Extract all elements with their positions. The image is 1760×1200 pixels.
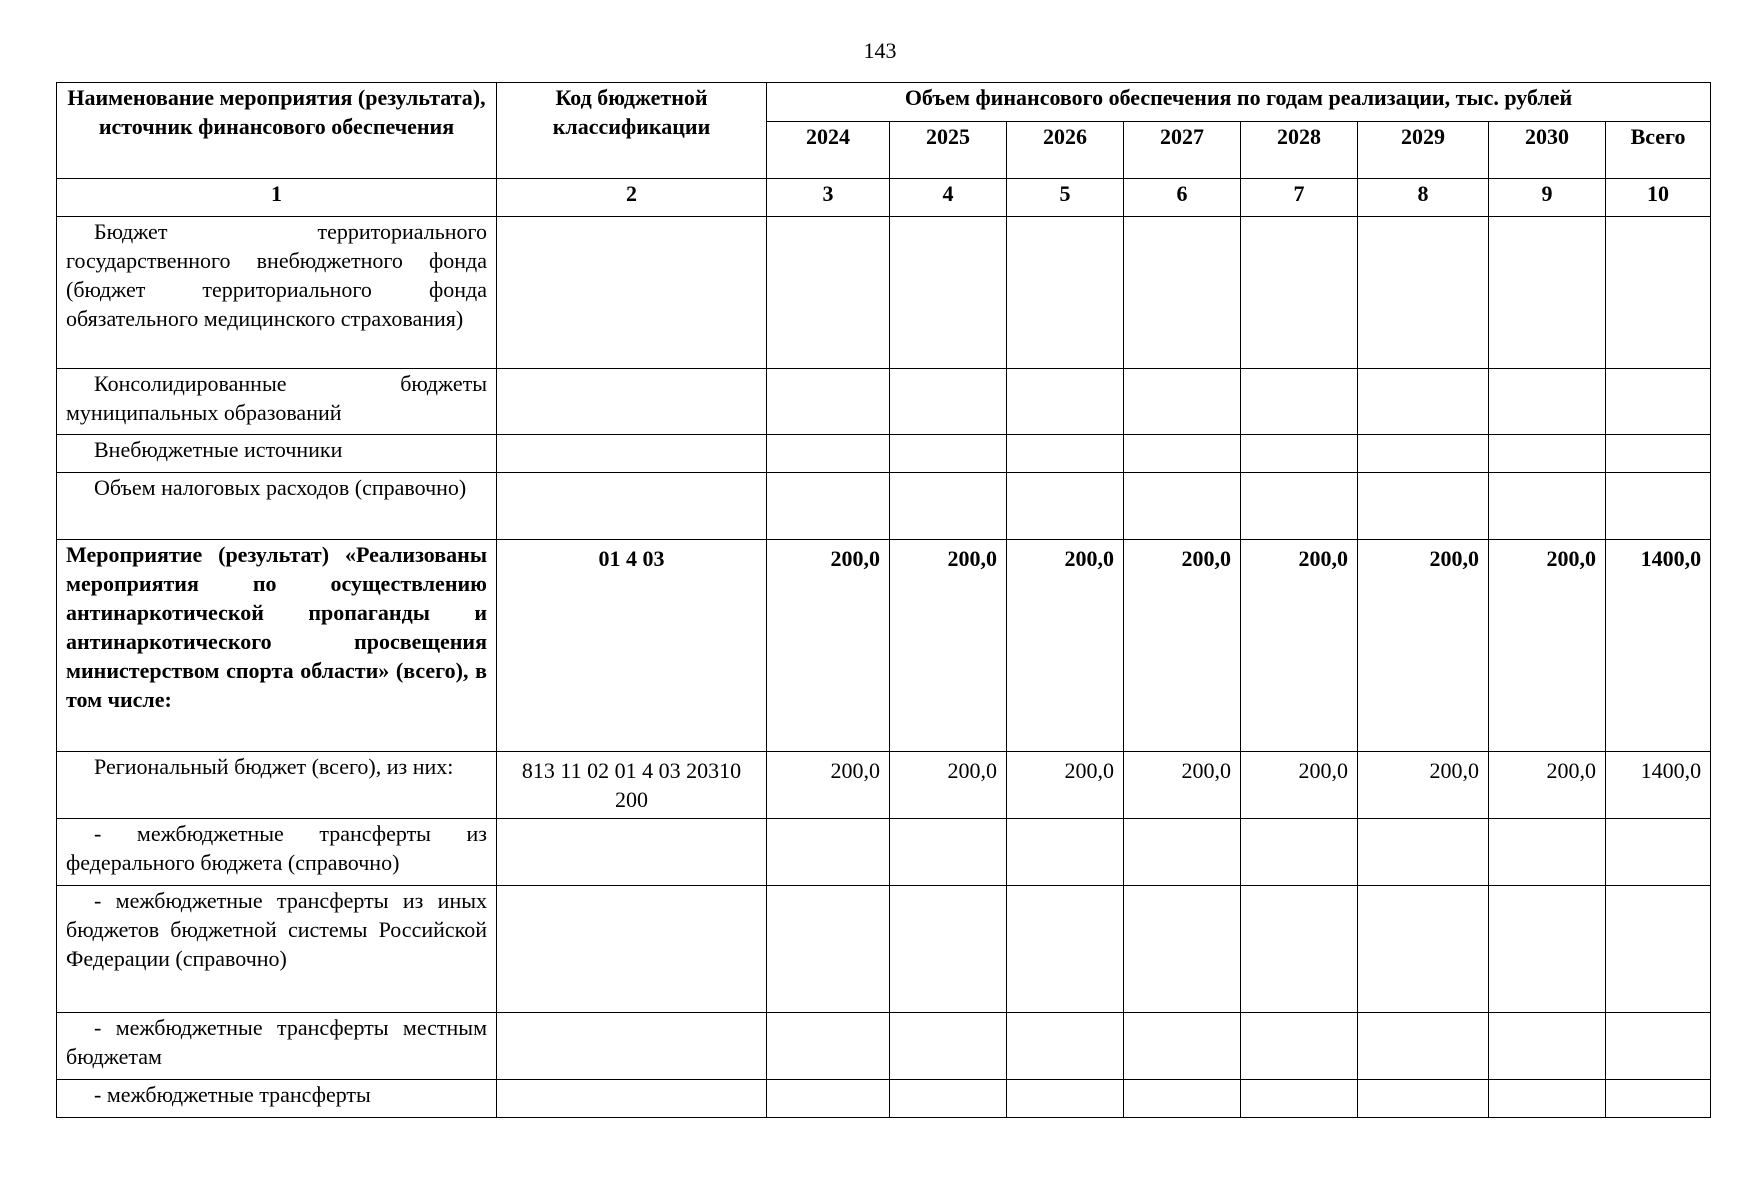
table-row	[57, 435, 1711, 473]
row-value	[1241, 819, 1358, 886]
row-value	[1007, 1013, 1124, 1080]
header-year: 2030	[1489, 122, 1606, 179]
table-row	[57, 473, 1711, 540]
row-value	[1489, 886, 1606, 1013]
row-name: - межбюджетные трансферты из федерального бюджета (справочно)	[57, 819, 497, 886]
row-code: 01 4 03	[497, 540, 767, 752]
row-value	[890, 886, 1007, 1013]
row-value: 200,0	[890, 540, 1007, 752]
row-value	[890, 473, 1007, 540]
row-code	[497, 1013, 767, 1080]
row-value	[1241, 1080, 1358, 1118]
row-value: 200,0	[1007, 540, 1124, 752]
row-value	[1241, 369, 1358, 435]
row-value	[1606, 1013, 1711, 1080]
page-number: 143	[863, 38, 897, 63]
row-value	[1124, 819, 1241, 886]
row-value: 1400,0	[1606, 752, 1711, 819]
row-value	[1241, 886, 1358, 1013]
row-value	[1489, 473, 1606, 540]
row-value	[767, 1013, 890, 1080]
row-name: Объем налоговых расходов (справочно)	[57, 473, 497, 540]
row-value	[1124, 435, 1241, 473]
row-value	[1606, 435, 1711, 473]
row-value	[1489, 1013, 1606, 1080]
row-value	[767, 886, 890, 1013]
row-value	[1124, 1080, 1241, 1118]
row-value: 200,0	[1007, 752, 1124, 819]
header-year: 2028	[1241, 122, 1358, 179]
header-year: 2025	[890, 122, 1007, 179]
column-number: 7	[1241, 179, 1358, 217]
row-value	[1606, 369, 1711, 435]
row-value	[1606, 217, 1711, 369]
row-code	[497, 1080, 767, 1118]
header-year: 2026	[1007, 122, 1124, 179]
row-value	[1007, 1080, 1124, 1118]
row-value: 200,0	[1241, 540, 1358, 752]
row-value	[1489, 217, 1606, 369]
row-code	[497, 369, 767, 435]
row-value	[1358, 435, 1489, 473]
row-value: 200,0	[767, 752, 890, 819]
row-value	[767, 217, 890, 369]
row-value	[1124, 473, 1241, 540]
row-value	[1489, 819, 1606, 886]
header-year: 2027	[1124, 122, 1241, 179]
row-value	[1489, 1080, 1606, 1118]
row-value: 200,0	[1124, 540, 1241, 752]
row-value	[1606, 886, 1711, 1013]
row-code	[497, 886, 767, 1013]
row-value: 200,0	[1358, 752, 1489, 819]
table-row	[57, 819, 1711, 886]
row-value	[1241, 217, 1358, 369]
row-code: 813 11 02 01 4 03 20310 200	[497, 752, 767, 819]
row-value: 200,0	[1241, 752, 1358, 819]
row-name: Мероприятие (результат) «Реализованы мероприятия по осуществлению антинаркотической пропаганды и антинаркотического просвещения министерством спорта области» (всего), в том числе:	[57, 540, 497, 752]
row-value	[1007, 886, 1124, 1013]
row-value: 200,0	[1124, 752, 1241, 819]
row-name: Бюджет территориального государственного внебюджетного фонда (бюджет территориального фонда обязательного медицинского страхования)	[57, 217, 497, 369]
column-number: 2	[497, 179, 767, 217]
row-code	[497, 435, 767, 473]
column-number: 1	[57, 179, 497, 217]
header-year: 2024	[767, 122, 890, 179]
row-value	[767, 435, 890, 473]
row-value	[1124, 1013, 1241, 1080]
column-number: 4	[890, 179, 1007, 217]
row-name: Региональный бюджет (всего), из них:	[57, 752, 497, 819]
header-year: 2029	[1358, 122, 1489, 179]
row-name: Внебюджетные источники	[57, 435, 497, 473]
row-value	[1358, 819, 1489, 886]
row-value	[1606, 819, 1711, 886]
header-code: Код бюджетной классификации	[497, 83, 767, 179]
row-value	[890, 1080, 1007, 1118]
header-financing-group: Объем финансового обеспечения по годам реализации, тыс. рублей	[767, 83, 1711, 122]
row-value	[1358, 473, 1489, 540]
row-code	[497, 819, 767, 886]
table-row	[57, 217, 1711, 369]
row-name: Консолидированные бюджеты муниципальных образований	[57, 369, 497, 435]
table-row	[57, 369, 1711, 435]
row-value	[767, 1080, 890, 1118]
row-value	[890, 435, 1007, 473]
table-row	[57, 886, 1711, 1013]
header-total: Всего	[1606, 122, 1711, 179]
table-row	[57, 1013, 1711, 1080]
row-value	[1358, 1013, 1489, 1080]
table-row	[57, 1080, 1711, 1118]
row-value	[1124, 217, 1241, 369]
row-value	[1241, 435, 1358, 473]
row-value	[767, 473, 890, 540]
table-row	[57, 752, 1711, 819]
row-value	[1489, 435, 1606, 473]
row-value	[1124, 886, 1241, 1013]
row-value	[1358, 217, 1489, 369]
column-number: 10	[1606, 179, 1711, 217]
row-value	[890, 819, 1007, 886]
row-value: 200,0	[1358, 540, 1489, 752]
column-number: 6	[1124, 179, 1241, 217]
row-value: 200,0	[1489, 540, 1606, 752]
row-value	[767, 369, 890, 435]
row-name: - межбюджетные трансферты из иных бюджетов бюджетной системы Российской Федерации (справочно)	[57, 886, 497, 1013]
row-value	[1358, 886, 1489, 1013]
financing-table	[56, 82, 1711, 1118]
column-number: 8	[1358, 179, 1489, 217]
row-code	[497, 217, 767, 369]
row-value	[1489, 369, 1606, 435]
row-value	[1606, 1080, 1711, 1118]
row-value	[890, 1013, 1007, 1080]
row-value	[1606, 473, 1711, 540]
row-value: 200,0	[890, 752, 1007, 819]
row-value	[1007, 473, 1124, 540]
row-value	[1007, 819, 1124, 886]
column-number: 3	[767, 179, 890, 217]
row-value	[890, 369, 1007, 435]
row-value	[767, 819, 890, 886]
row-value	[1007, 217, 1124, 369]
row-name: - межбюджетные трансферты местным бюджетам	[57, 1013, 497, 1080]
row-value: 200,0	[1489, 752, 1606, 819]
row-code	[497, 473, 767, 540]
row-value	[1124, 369, 1241, 435]
row-value: 1400,0	[1606, 540, 1711, 752]
row-name: - межбюджетные трансферты	[57, 1080, 497, 1118]
row-value	[1358, 369, 1489, 435]
row-value	[1007, 435, 1124, 473]
header-name: Наименование мероприятия (результата), источник финансового обеспечения	[57, 83, 497, 179]
row-value	[1241, 1013, 1358, 1080]
table-row	[57, 540, 1711, 752]
row-value	[1358, 1080, 1489, 1118]
row-value	[1241, 473, 1358, 540]
row-value: 200,0	[767, 540, 890, 752]
column-number: 9	[1489, 179, 1606, 217]
column-number: 5	[1007, 179, 1124, 217]
row-value	[1007, 369, 1124, 435]
row-value	[890, 217, 1007, 369]
